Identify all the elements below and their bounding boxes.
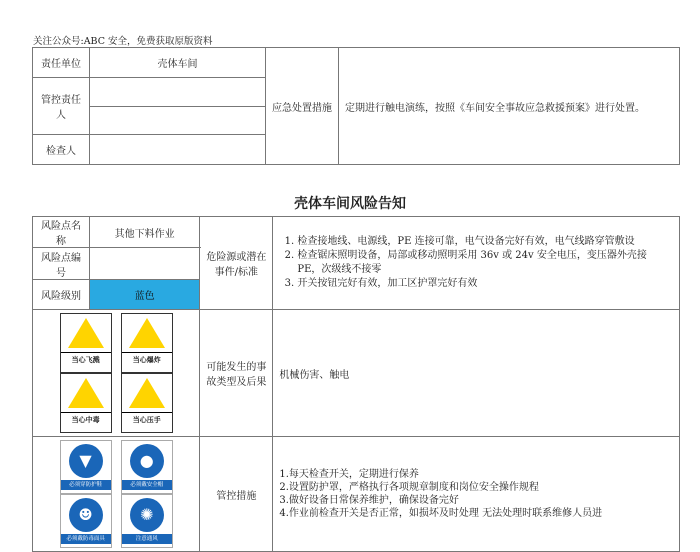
accident-label: 可能发生的事故类型及后果	[200, 310, 273, 437]
ventilation-sign: ✺ 注意通风	[121, 494, 173, 548]
ctrl-person-label: 管控责任人	[33, 78, 90, 135]
helmet-icon: ●	[130, 444, 164, 478]
risk-no-label: 风险点编号	[33, 248, 90, 280]
responsibility-table	[32, 47, 680, 165]
control-list	[273, 437, 680, 552]
risk-table	[32, 216, 680, 552]
control-item: 1.每天检查开关，定期进行保养	[279, 469, 419, 480]
hazard-item: 1. 检查接地线、电源线，PE 连接可靠，电气设备完好有效，电气线路穿管敷设	[297, 235, 673, 249]
emergency-text: 定期进行触电演练，按照《车间安全事故应急救援预案》进行处置。	[339, 48, 680, 165]
fan-icon: ✺	[130, 498, 164, 532]
header-note: 关注公众号:ABC 安全，免费获取原版资料	[33, 36, 213, 47]
mandatory-signs	[33, 437, 200, 552]
splash-warning-sign: 当心飞溅	[60, 313, 112, 373]
accident-value: 机械伤害、触电	[273, 310, 680, 437]
boot-icon: ▼	[69, 444, 103, 478]
hazard-item: 2. 检查锯床照明设备，局部或移动照明采用 36v 或 24v 安全电压，变压器外壳接 PE，次级线不接零	[297, 249, 673, 277]
poison-warning-sign: 当心中毒	[60, 373, 112, 433]
risk-no-value	[90, 248, 200, 280]
emergency-label: 应急处置措施	[266, 48, 339, 165]
resp-unit-label: 责任单位	[33, 48, 90, 78]
risk-level-label: 风险级别	[33, 280, 90, 310]
hazard-list	[273, 217, 680, 310]
explosion-warning-sign: 当心爆炸	[121, 313, 173, 373]
gas-mask-icon: ☻	[69, 498, 103, 532]
control-item: 4.作业前检查开关是否正常，如损坏及时处理 无法处理时联系维修人员进	[279, 508, 603, 519]
hazard-label: 危险源或潜在事件/标准	[200, 217, 273, 310]
helmet-sign: ● 必须戴安全帽	[121, 440, 173, 494]
ctrl-person-value	[90, 78, 266, 135]
warning-signs	[33, 310, 200, 437]
inspector-label: 检查人	[33, 135, 90, 165]
control-item: 2.设置防护罩，严格执行各项规章制度和岗位安全操作规程	[279, 482, 539, 493]
risk-name-value: 其他下料作业	[90, 217, 200, 248]
page-title: 壳体车间风险告知	[294, 196, 406, 212]
control-item: 3.做好设备日常保养维护，确保设备完好	[279, 495, 459, 506]
control-label: 管控措施	[200, 437, 273, 552]
resp-unit-value: 壳体车间	[90, 48, 266, 78]
inspector-value	[90, 135, 266, 165]
gas-mask-sign: ☻ 必须戴防毒面具	[60, 494, 112, 548]
risk-level-value: 蓝色	[90, 280, 200, 310]
hand-pinch-warning-sign: 当心压手	[121, 373, 173, 433]
boots-sign: ▼ 必须穿防护鞋	[60, 440, 112, 494]
risk-name-label: 风险点名称	[33, 217, 90, 248]
hazard-item: 3. 开关按钮完好有效，加工区护罩完好有效	[297, 277, 673, 291]
